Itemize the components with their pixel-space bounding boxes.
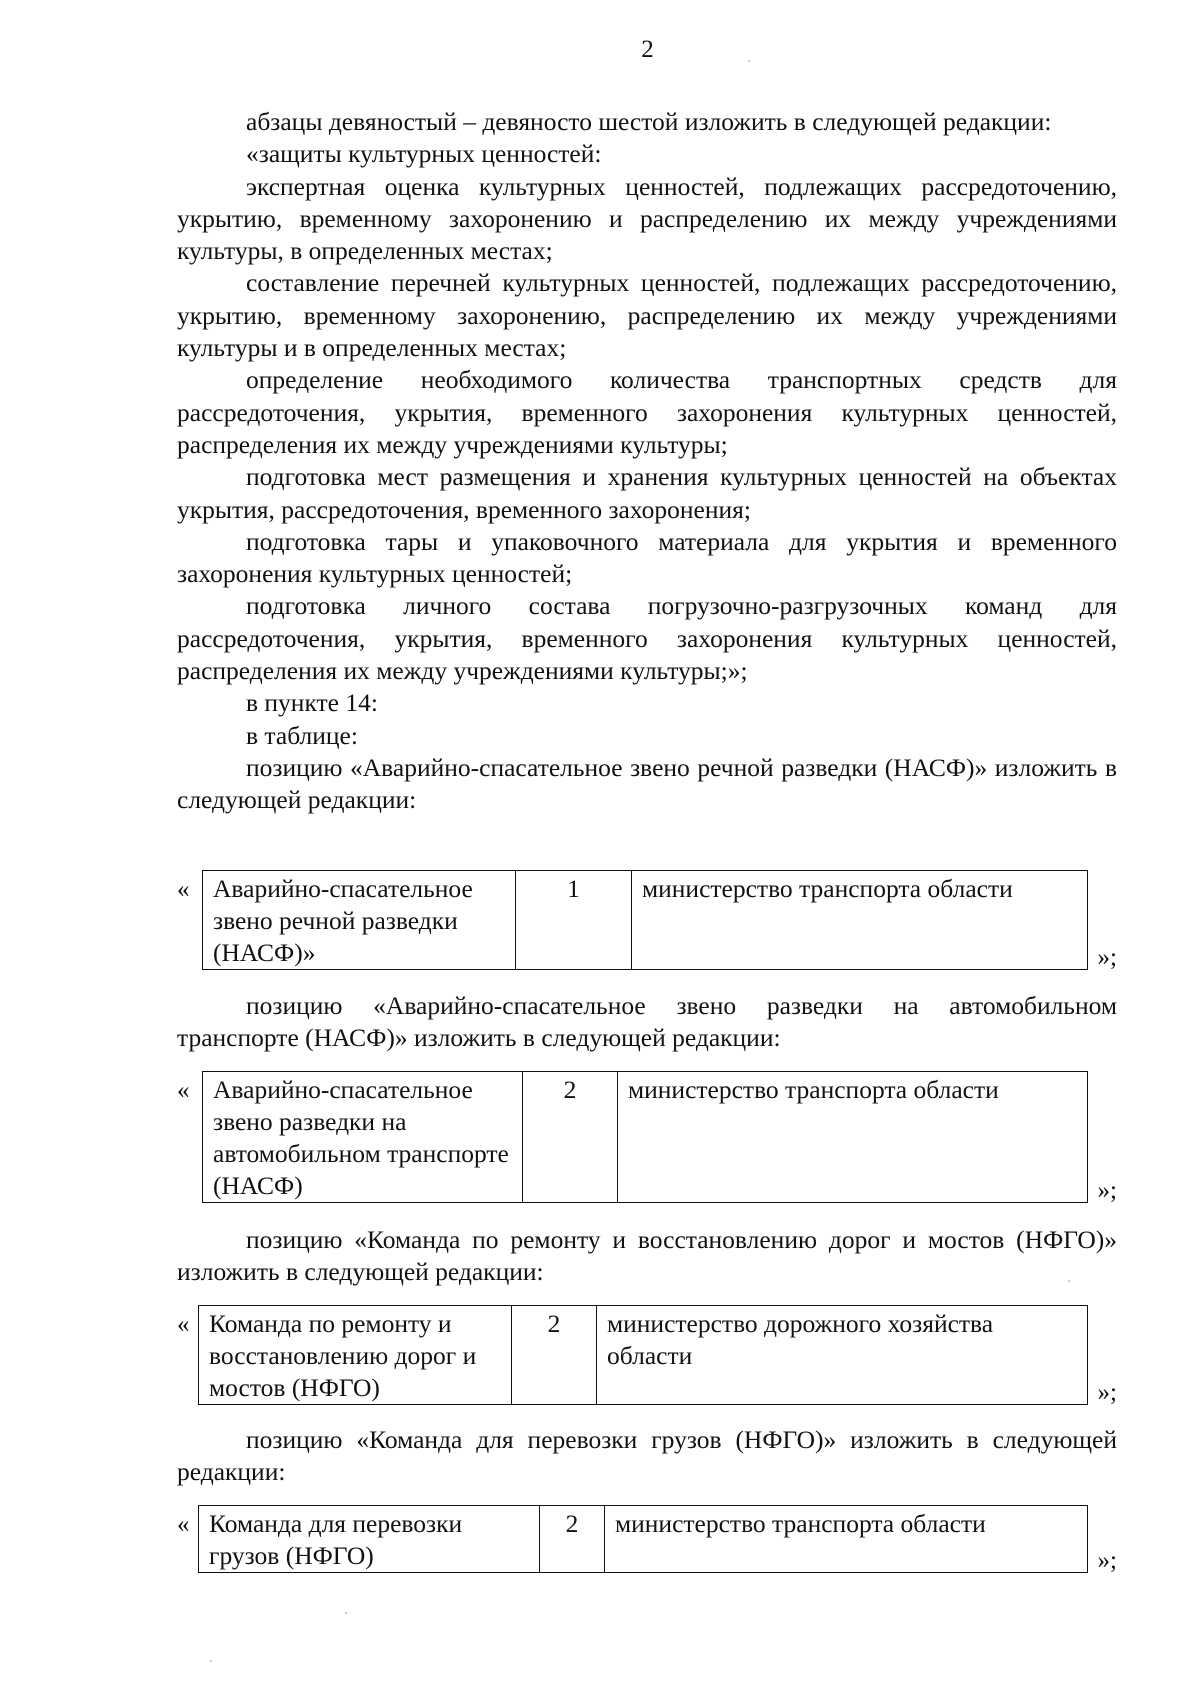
ministry-cell: министерство транспорта области [605, 1506, 1088, 1573]
paragraph-heading-cultural: «защиты культурных ценностей: [246, 139, 602, 169]
insert-table-3 [198, 1305, 1088, 1405]
insert-table-block-1 [177, 870, 1117, 972]
paragraph-transport: определение необходимого количества транспортных средств для рассредоточения, укрытия, временного захоронения культурных ценностей, распределения их между учреждениями культуры; [177, 365, 1117, 459]
ministry-cell: министерство транспорта области [632, 871, 1088, 970]
section-4-intro [177, 1424, 1117, 1489]
quote-open: « [177, 1077, 190, 1104]
quote-close: »; [1097, 1177, 1117, 1204]
table-row [199, 1506, 1088, 1573]
paragraph-point-14: в пункте 14: [246, 688, 378, 718]
table-row [203, 871, 1088, 970]
quote-close: »; [1097, 1547, 1117, 1574]
paragraph-lists: составление перечней культурных ценностей, подлежащих рассредоточению, укрытию, временному захоронению, распределению их между учреждениями культуры и в определенных местах; [177, 268, 1117, 363]
paragraph-storage: подготовка мест размещения и хранения культурных ценностей на объектах укрытия, рассредоточения, временного захоронения; [177, 462, 1117, 524]
insert-table-1 [202, 870, 1088, 970]
ministry-cell: министерство дорожного хозяйства области [597, 1306, 1088, 1405]
scan-speck [345, 1612, 347, 1614]
insert-table-block-2 [177, 1071, 1117, 1205]
table-row [203, 1072, 1088, 1203]
section-3-intro [177, 1224, 1117, 1289]
unit-count-cell: 2 [512, 1306, 597, 1405]
unit-name-cell: Команда для перевозки грузов (НФГО) [199, 1506, 540, 1573]
table-row [199, 1306, 1088, 1405]
scan-speck [210, 1660, 212, 1662]
unit-name-cell: Аварийно-спасательное звено разведки на автомобильном транспорте (НАСФ) [203, 1072, 523, 1203]
insert-table-block-3 [177, 1305, 1117, 1407]
body-text [177, 106, 1117, 817]
scan-speck [748, 60, 750, 62]
paragraph-position-3-intro: позицию «Команда по ремонту и восстановлению дорог и мостов (НФГО)» изложить в следующей редакции: [177, 1225, 1117, 1287]
unit-count-cell: 1 [516, 871, 632, 970]
unit-name-cell: Команда по ремонту и восстановлению дорог и мостов (НФГО) [199, 1306, 512, 1405]
paragraph-in-table: в таблице: [246, 720, 358, 750]
page-number: 2 [641, 36, 654, 63]
paragraph-amendment-intro: абзацы девяностый – девяносто шестой изложить в следующей редакции: [246, 107, 1052, 136]
quote-open: « [177, 876, 190, 903]
unit-count-cell: 2 [523, 1072, 618, 1203]
section-2-intro [177, 990, 1117, 1055]
paragraph-position-4-intro: позицию «Команда для перевозки грузов (НФГО)» изложить в следующей редакции: [177, 1425, 1117, 1487]
unit-count-cell: 2 [540, 1506, 605, 1573]
paragraph-position-1-intro: позицию «Аварийно-спасательное звено речной разведки (НАСФ)» изложить в следующей редакции: [177, 752, 1117, 815]
paragraph-packaging: подготовка тары и упаковочного материала для укрытия и временного захоронения культурных ценностей; [177, 526, 1117, 589]
paragraph-personnel: подготовка личного состава погрузочно-разгрузочных команд для рассредоточения, укрытия, временного захоронения культурных ценностей, распределения их между учреждениями культуры;»; [177, 591, 1117, 686]
insert-table-block-4 [177, 1505, 1117, 1575]
paragraph-expert-assessment: экспертная оценка культурных ценностей, подлежащих рассредоточению, укрытию, временному захоронению и распределению их между учреждениями культуры, в определенных местах; [177, 171, 1117, 266]
paragraph-position-2-intro: позицию «Аварийно-спасательное звено разведки на автомобильном транспорте (НАСФ)» изложить в следующей редакции: [177, 991, 1117, 1053]
insert-table-4 [198, 1505, 1088, 1573]
quote-open: « [177, 1511, 190, 1538]
quote-open: « [177, 1311, 190, 1338]
ministry-cell: министерство транспорта области [618, 1072, 1088, 1203]
quote-close: »; [1097, 1379, 1117, 1406]
scan-speck [1068, 1280, 1070, 1282]
unit-name-cell: Аварийно-спасательное звено речной разведки (НАСФ)» [203, 871, 516, 970]
quote-close: »; [1097, 944, 1117, 971]
insert-table-2 [202, 1071, 1088, 1203]
